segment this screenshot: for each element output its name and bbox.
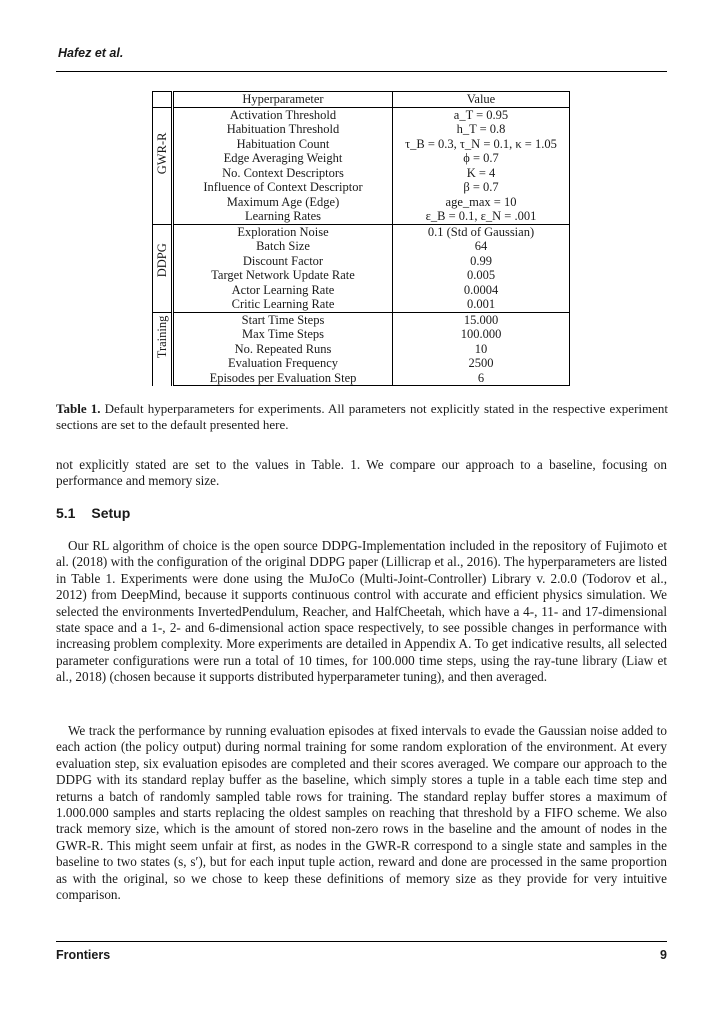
hyperparameter-value: K = 4 (393, 166, 570, 181)
paragraph-continuation: not explicitly stated are set to the values in Table. 1. We compare our approach to a baseline, focusing on performance and memory size. (56, 457, 667, 489)
table-row (153, 107, 570, 122)
hyperparameter-name: Influence of Context Descriptor (173, 180, 393, 195)
group-label: GWR-R (154, 132, 169, 175)
paragraph-evaluation: We track the performance by running evaluation episodes at fixed intervals to evade the Gaussian noise added to each action (the policy output) during normal training for some random exploration of the environment. At every evaluation step, six evaluation episodes are completed and their scores averaged. We compare our approach to the DDPG with its standard replay buffer as the baseline, which simply stores a tuple in a table each time step and returns a batch of randomly sampled table rows for training. The standard replay buffer stores a maximum of 1.000.000 samples and starts replacing the oldest samples on reaching that threshold by a FIFO scheme. We also track memory size, which is the amount of stored non-zero rows in the baseline and the amount of nodes in the GWR-R. This might seem unfair at first, as nodes in the GWR-R correspond to a single state and samples in the baseline to two states (s, s′), but for each input tuple action, reward and done are processed in the same proportion as with the original, so we chose to keep these definitions of memory size as they provide for very intuitive comparison. (56, 723, 667, 903)
hyperparameter-name: Critic Learning Rate (173, 297, 393, 312)
table-row (153, 342, 570, 357)
hyperparameter-name: Habituation Threshold (173, 122, 393, 137)
section-heading (56, 505, 130, 521)
hyperparameter-name: Target Network Update Rate (173, 268, 393, 283)
caption-text: Default hyperparameters for experiments. All parameters not explicitly stated in the respective experiment sections are set to the default presented here. (56, 401, 669, 432)
table-row (153, 151, 570, 166)
hyperparameter-name: Edge Averaging Weight (173, 151, 393, 166)
hyperparameter-value: 64 (393, 239, 570, 254)
table-section-training (153, 312, 570, 386)
table-row (153, 254, 570, 269)
hyperparameter-name: Episodes per Evaluation Step (173, 371, 393, 386)
table-caption (56, 401, 668, 433)
hyperparameter-name: Maximum Age (Edge) (173, 195, 393, 210)
group-label: DDPG (154, 242, 169, 277)
group-label-cell (153, 107, 173, 224)
group-label-cell (153, 312, 173, 386)
section-number: 5.1 (56, 505, 76, 521)
hyperparameter-value: h_T = 0.8 (393, 122, 570, 137)
hyperparameter-name: Max Time Steps (173, 327, 393, 342)
hyperparameter-value: τ_B = 0.3, τ_N = 0.1, κ = 1.05 (393, 137, 570, 152)
hyperparameter-name: Habituation Count (173, 137, 393, 152)
table-row (153, 312, 570, 327)
hyperparameter-value: 6 (393, 371, 570, 386)
group-label: Training (154, 315, 169, 358)
footer-rule (56, 941, 667, 942)
hyperparameter-name: Actor Learning Rate (173, 283, 393, 298)
section-title: Setup (91, 505, 131, 521)
hyperparameter-name: Batch Size (173, 239, 393, 254)
journal-name: Frontiers (56, 948, 111, 962)
hyperparameter-name: Evaluation Frequency (173, 356, 393, 371)
table-section-ddpg (153, 224, 570, 312)
col-header-value: Value (393, 92, 570, 108)
table-row (153, 327, 570, 342)
hyperparameter-value: 10 (393, 342, 570, 357)
table-section-gwr-r (153, 107, 570, 224)
hyperparameter-value: age_max = 10 (393, 195, 570, 210)
table-row (153, 356, 570, 371)
table-header-row (153, 92, 570, 108)
table-row (153, 371, 570, 386)
hyperparameter-value: 2500 (393, 356, 570, 371)
hyperparameter-value: 0.99 (393, 254, 570, 269)
hyperparameter-value: 0.0004 (393, 283, 570, 298)
hyperparameter-value: 100.000 (393, 327, 570, 342)
table-row (153, 209, 570, 224)
table-row (153, 283, 570, 298)
hyperparameter-value: 0.001 (393, 297, 570, 312)
table-row (153, 180, 570, 195)
hyperparameter-value: ε_B = 0.1, ε_N = .001 (393, 209, 570, 224)
header-rule (56, 71, 667, 72)
hyperparameter-value: ϕ = 0.7 (393, 151, 570, 166)
table-row (153, 268, 570, 283)
hyperparameter-value: 15.000 (393, 312, 570, 327)
hyperparameter-value: 0.1 (Std of Gaussian) (393, 224, 570, 239)
table-row (153, 224, 570, 239)
hyperparameter-value: β = 0.7 (393, 180, 570, 195)
hyperparameter-name: No. Repeated Runs (173, 342, 393, 357)
table-row (153, 166, 570, 181)
table-row (153, 239, 570, 254)
group-label-cell (153, 224, 173, 312)
running-head: Hafez et al. (58, 46, 124, 60)
hyperparameter-value: a_T = 0.95 (393, 107, 570, 122)
table-row (153, 137, 570, 152)
hyperparameter-name: Exploration Noise (173, 224, 393, 239)
hyperparameter-name: Discount Factor (173, 254, 393, 269)
hyperparameter-name: Learning Rates (173, 209, 393, 224)
table-row (153, 195, 570, 210)
col-header-hyperparameter: Hyperparameter (173, 92, 393, 108)
caption-label: Table 1. (56, 401, 101, 416)
page-number: 9 (660, 948, 667, 962)
table-row (153, 297, 570, 312)
table-row (153, 122, 570, 137)
hyperparameter-value: 0.005 (393, 268, 570, 283)
paragraph-setup: Our RL algorithm of choice is the open source DDPG-Implementation included in the repository of Fujimoto et al. (2018) with the configuration of the original DDPG paper (Lillicrap et al., 2016). The hyperparameters are listed in Table 1. Experiments were done using the MuJoCo (Multi-Joint-Controller) Library v. 2.0.0 (Todorov et al., 2012) from DeepMind, because it supports continuous control with accurate and efficient physics simulation. We selected the environments InvertedPendulum, Reacher, and HalfCheetah, which have a 4-, 11- and 17-dimensional state space and a 1-, 2- and 6-dimensional action space respectively, to see possible changes in performance with increasing problem complexity. More experiments are detailed in Appendix A. To get indicative results, all selected parameter configurations were run a total of 10 times, for 100.000 time steps, using the ray-tune library (Liaw et al., 2018) (chosen because it supports distributed hyperparameter tuning), and then averaged. (56, 538, 667, 685)
hyperparameter-name: Start Time Steps (173, 312, 393, 327)
hyperparameter-name: Activation Threshold (173, 107, 393, 122)
hyperparameter-table (152, 91, 570, 386)
hyperparameter-name: No. Context Descriptors (173, 166, 393, 181)
